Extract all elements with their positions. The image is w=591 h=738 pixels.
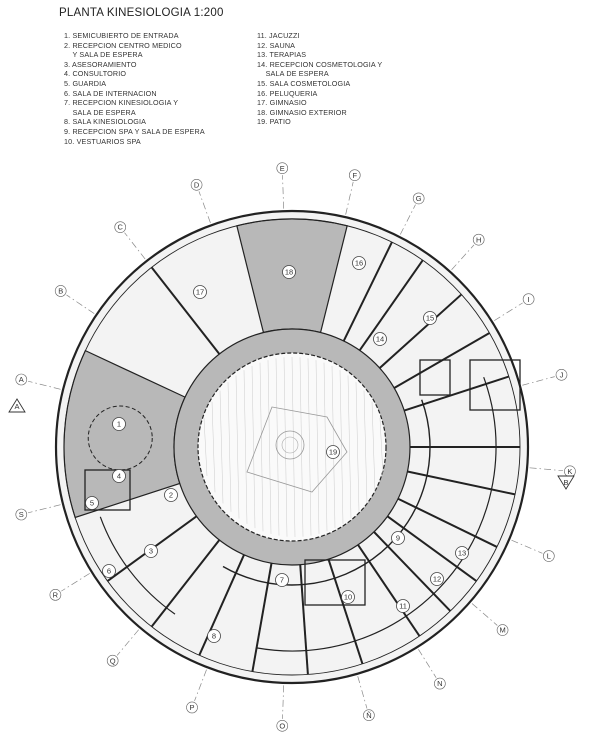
grid-axis-label: Q (109, 656, 116, 666)
plan-title: PLANTA KINESIOLOGIA 1:200 (59, 7, 224, 19)
grid-axis-label: A (18, 375, 24, 385)
legend-item: SALA DE ESPERA (64, 107, 136, 117)
grid-axis-label: E (279, 163, 285, 173)
legend-item: 12. SAUNA (257, 40, 296, 50)
room-label: 14 (375, 334, 385, 344)
section-marker-label: B (563, 478, 569, 487)
legend-item: 11. JACUZZI (257, 31, 300, 40)
legend-item: 7. RECEPCION KINESIOLOGIA Y (64, 98, 179, 108)
grid-axis-label: F (352, 170, 358, 180)
grid-axis-label: H (475, 235, 482, 245)
legend-item: 16. PELUQUERIA (257, 88, 318, 98)
legend-item: 4. CONSULTORIO (64, 69, 127, 79)
grid-axis-label: O (279, 721, 286, 731)
grid-axis-label: Ñ (366, 710, 372, 720)
room-label: 15 (425, 313, 435, 323)
legend-item: 1. SEMICUBIERTO DE ENTRADA (64, 31, 179, 40)
room-label: 10 (343, 592, 353, 602)
grid-axis-label: I (527, 294, 530, 304)
grid-axis-label: P (189, 703, 195, 713)
legend-item: 6. SALA DE INTERNACION (64, 88, 157, 98)
room-label: 4 (116, 471, 122, 481)
room-label: 13 (457, 548, 467, 558)
legend-item: 2. RECEPCION CENTRO MEDICO (64, 40, 182, 50)
section-marker-label: A (14, 402, 20, 411)
room-label: 11 (399, 601, 407, 611)
room-label: 18 (284, 267, 294, 277)
grid-axis-label: J (559, 370, 564, 380)
grid-axis-label: K (567, 466, 573, 476)
legend-item: 13. TERAPIAS (257, 50, 307, 60)
grid-axis-label: D (193, 180, 200, 190)
legend-item: 5. GUARDIA (64, 78, 107, 88)
room-label: 12 (432, 574, 442, 584)
legend-item: 9. RECEPCION SPA Y SALA DE ESPERA (64, 126, 205, 136)
room-label: 19 (328, 447, 338, 457)
grid-axis-label: R (52, 590, 59, 600)
room-label: 16 (354, 258, 364, 268)
room-label: 9 (395, 533, 401, 543)
legend-item: 17. GIMNASIO (257, 98, 307, 108)
legend-item: 3. ASESORAMIENTO (64, 59, 137, 69)
legend-item: 15. SALA COSMETOLOGIA (257, 78, 351, 88)
room-label: 8 (211, 631, 217, 641)
patio (198, 353, 386, 541)
room-label: 1 (116, 419, 122, 429)
room-label: 7 (279, 575, 285, 585)
legend-item: 14. RECEPCION COSMETOLOGIA Y (257, 59, 383, 69)
room-label: 3 (148, 546, 154, 556)
grid-axis-label: L (546, 551, 551, 561)
grid-axis-label: M (499, 625, 506, 635)
grid-axis-label: S (18, 510, 24, 520)
grid-axis-label: C (117, 222, 123, 232)
grid-axis-label: B (58, 286, 64, 296)
grid-axis-label: G (415, 194, 422, 204)
legend-item: SALA DE ESPERA (257, 69, 329, 79)
legend-item: 10. VESTUARIOS SPA (64, 136, 141, 146)
grid-axis-label: N (437, 679, 443, 689)
room-label: 5 (89, 498, 95, 508)
legend-item: 18. GIMNASIO EXTERIOR (257, 107, 347, 117)
room-label: 17 (195, 287, 205, 297)
legend-item: Y SALA DE ESPERA (64, 50, 143, 60)
room-label: 6 (106, 566, 112, 576)
legend-item: 8. SALA KINESIOLOGIA (64, 117, 147, 127)
legend-item: 19. PATIO (257, 117, 291, 127)
room-label: 2 (168, 490, 174, 500)
